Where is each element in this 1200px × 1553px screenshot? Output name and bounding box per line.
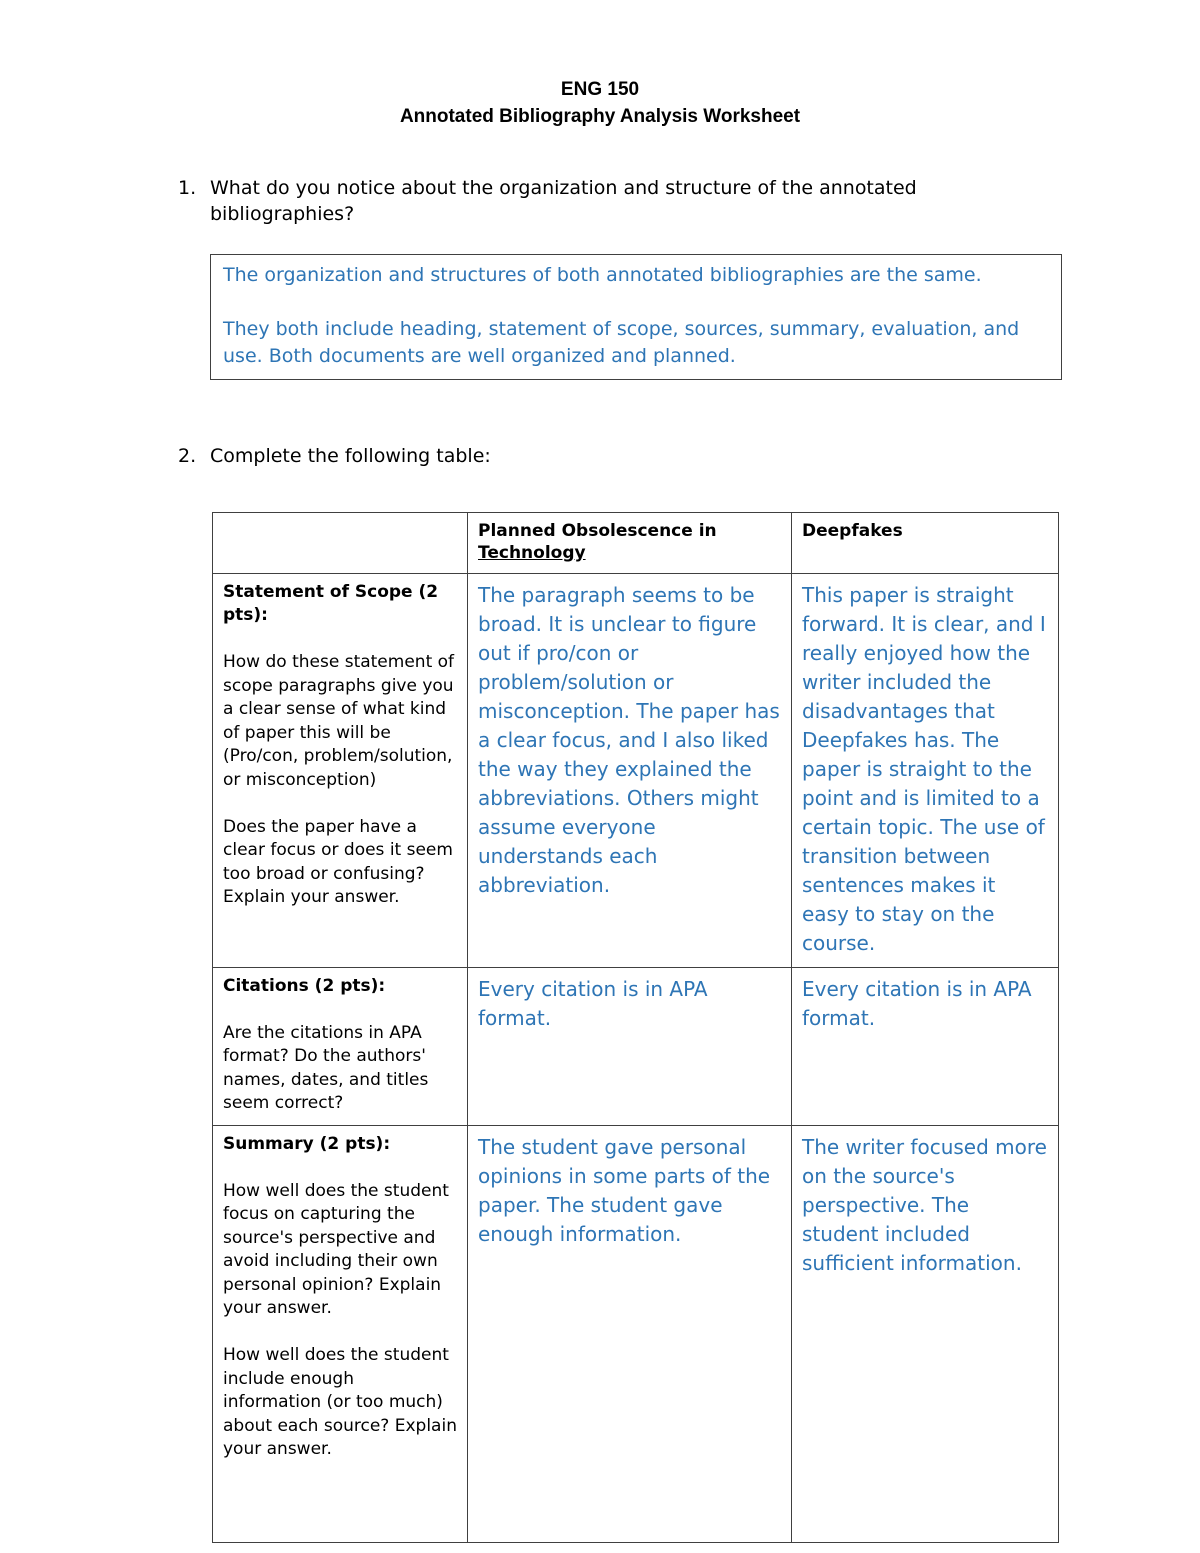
header-cell-planned-obsolescence [468,512,792,573]
header-cell-empty [213,512,468,573]
question-1-number: 1. [178,177,197,199]
course-code: ENG 150 [560,79,640,100]
analysis-table [212,512,1059,1543]
question-1-answer-paragraph-2: They both include heading, statement of scope, sources, summary, evaluation, and use. Both documents are well organized and planned. [223,318,1020,368]
prompt-text-summary-1: How well does the student focus on capturing the source's perspective and avoid including their own personal opinion? Explain your answer. [223,1180,449,1319]
answer-cell-scope-planned[interactable]: The paragraph seems to be broad. It is unclear to figure out if pro/con or problem/solution or misconception. The paper has a clear focus, and I also liked the way they explained the abbreviations. Others might assume everyone understands each abbreviation. [468,573,792,967]
answer-cell-citations-planned[interactable]: Every citation is in APA format. [468,967,792,1125]
prompt-cell-citations [213,967,468,1125]
question-1 [178,176,1200,227]
prompt-title-citations: Citations (2 pts): [223,975,386,996]
question-2-text: Complete the following table: [210,445,491,468]
prompt-title-statement-of-scope: Statement of Scope (2 pts): [223,581,439,626]
doc-header [0,76,1200,130]
question-2 [178,444,1200,470]
header-planned-line2: Technology [478,542,586,563]
prompt-cell-summary [213,1125,468,1542]
question-1-answer-paragraph-1: The organization and structures of both annotated bibliographies are the same. [223,264,982,287]
table-header-row [213,512,1059,573]
prompt-text-scope-1: How do these statement of scope paragraphs give you a clear sense of what kind of paper this will be (Pro/con, problem/solution, or misconception) [223,652,455,790]
header-planned-line1: Planned Obsolescence in [478,520,717,541]
prompt-title-summary: Summary (2 pts): [223,1133,391,1154]
prompt-cell-statement-of-scope [213,573,468,967]
prompt-text-summary-2: How well does the student include enough information (or too much) about each source? Explain your answer. [223,1345,457,1460]
header-cell-deepfakes: Deepfakes [792,512,1059,573]
table-row-statement-of-scope [213,573,1059,967]
table-row-citations [213,967,1059,1125]
prompt-text-citations-1: Are the citations in APA format? Do the authors' names, dates, and titles seem correct? [223,1022,429,1114]
question-1-answer-box[interactable] [210,254,1062,380]
question-1-text: What do you notice about the organization and structure of the annotated bibliographies? [210,177,917,225]
answer-cell-summary-deepfakes[interactable]: The writer focused more on the source's perspective. The student included sufficient information. [792,1125,1059,1542]
table-row-summary [213,1125,1059,1542]
answer-cell-citations-deepfakes[interactable]: Every citation is in APA format. [792,967,1059,1125]
answer-cell-summary-planned[interactable]: The student gave personal opinions in some parts of the paper. The student gave enough information. [468,1125,792,1542]
doc-title: Annotated Bibliography Analysis Worksheet [399,106,801,127]
question-2-number: 2. [178,445,197,468]
prompt-text-scope-2: Does the paper have a clear focus or does it seem too broad or confusing? Explain your answer. [223,816,453,908]
answer-cell-scope-deepfakes[interactable]: This paper is straight forward. It is clear, and I really enjoyed how the writer included the disadvantages that Deepfakes has. The paper is straight to the point and is limited to a certain topic. The use of transition between sentences makes it easy to stay on the course. [792,573,1059,967]
